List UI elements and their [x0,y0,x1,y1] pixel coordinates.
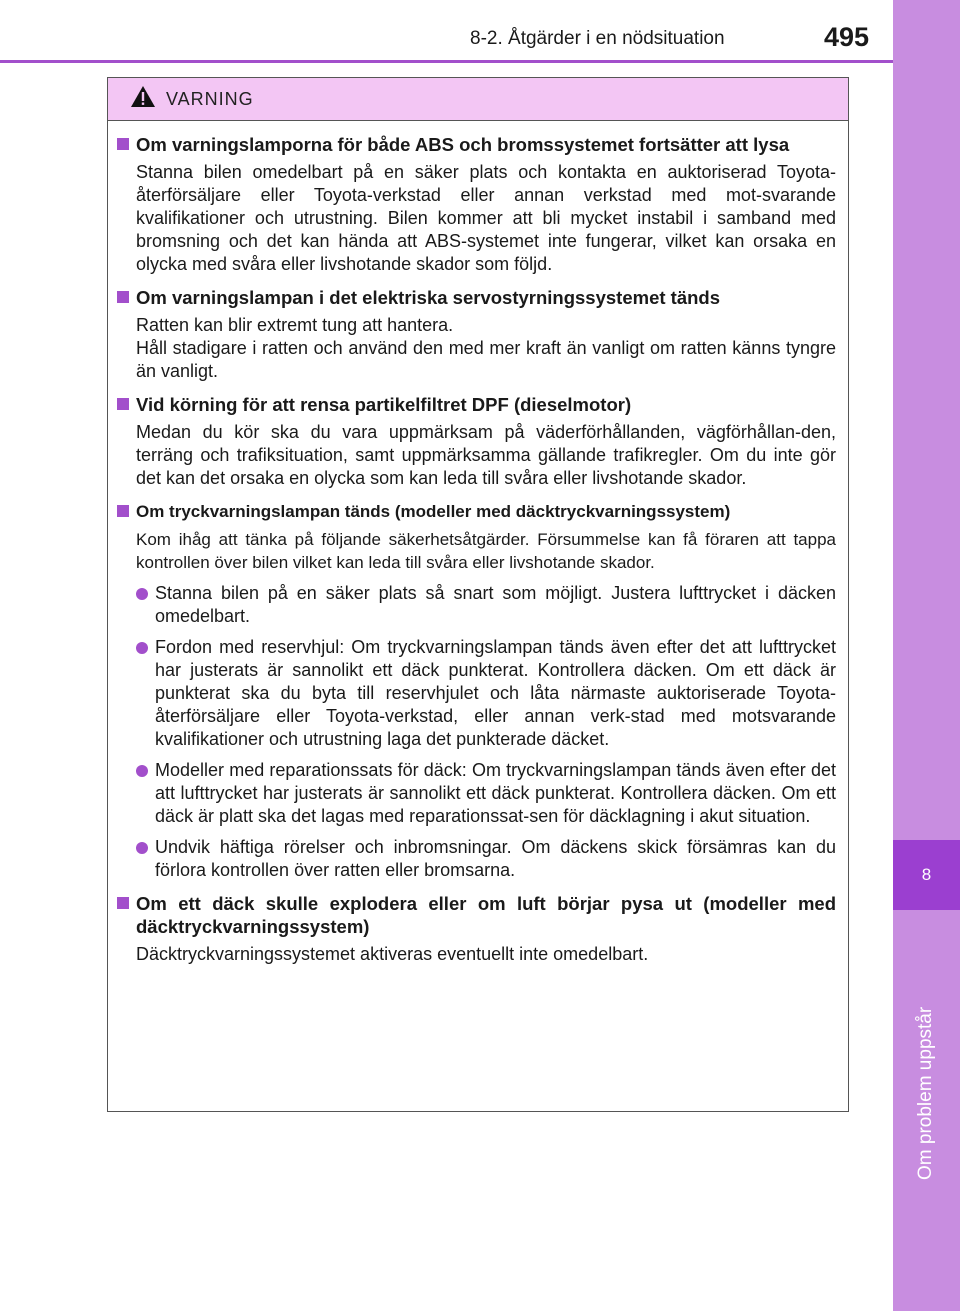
section-title: 8-2. Åtgärder i en nödsituation [470,28,725,49]
item-body-text: Håll stadigare i ratten och använd den med mer kraft än vanligt om ratten känns tyngre än vanligt. [136,338,836,381]
item-title: Om tryckvarningslampan tänds (modeller med däcktryckvarningssystem) [136,502,731,521]
round-bullet-icon [136,642,148,654]
header-divider [0,60,893,63]
sub-item-text: Modeller med reparationssats för däck: Om tryckvarningslampan tänds även efter det att lufttrycket har justerats är sannolikt ett däck punkterat. Kontrollera däcken. Om ett däck är platt ska det lagas med reparationssat-sen för däcklagning i akut situation. [155,760,836,826]
sub-item-text: Undvik häftiga rörelser och inbromsningar. Om däckens skick försämras kan du förlora kontrollen över ratten eller bromsarna. [155,837,836,880]
item-title: Om varningslamporna för både ABS och bromssystemet fortsätter att lysa [136,134,790,155]
warning-box [107,77,849,1112]
warning-header [108,78,848,121]
sub-item-text: Fordon med reservhjul: Om tryckvarningslampan tänds även efter det att lufttrycket har justerats är sannolikt ett däck punkterat. Kontrollera däcken. Om ett däck är punkterat ska du byta till reservhjulet och låta närmaste auktoriserade Toyota-återförsäljare eller Toyota-verkstad, eller annan verk-stad med motsvarande kvalifikationer och utrustning laga det punkterade däcket. [155,637,836,749]
square-bullet-icon [117,398,129,410]
warning-item [116,393,836,490]
sub-item [116,836,836,882]
page-number: 495 [824,22,870,52]
square-bullet-icon [117,897,129,909]
warning-label: VARNING [166,88,254,109]
chapter-side-tab [893,0,960,1311]
round-bullet-icon [136,842,148,854]
warning-item [116,500,836,882]
round-bullet-icon [136,588,148,600]
chapter-number: 8 [893,840,960,910]
sub-item [116,759,836,828]
warning-triangle-icon [130,85,156,113]
round-bullet-icon [136,765,148,777]
item-body-text: Stanna bilen omedelbart på en säker plats och kontakta en auktoriserad Toyota-återförsäljare eller Toyota-verkstad eller annan verkstad med mot-svarande kvalifikationer och utrustning. Bilen kommer att bli mycket instabil i samband med bromsning och det kan hända att ABS-systemet inte fungerar, vilket kan orsaka en olycka med svåra eller livshotande skador som följd. [136,162,836,274]
sub-item [116,582,836,628]
warning-content [108,121,848,966]
item-body-text: Kom ihåg att tänka på följande säkerhetsåtgärder. Försummelse kan få föraren att tappa kontrollen över bilen vilket kan leda till svåra eller livshotande skador. [136,530,836,572]
square-bullet-icon [117,291,129,303]
chapter-title: Om problem uppstår [915,1006,936,1180]
square-bullet-icon [117,138,129,150]
sub-item-text: Stanna bilen på en säker plats så snart som möjligt. Justera lufttrycket i däcken omedelbart. [155,583,836,626]
sub-item [116,636,836,751]
item-body-text: Däcktryckvarningssystemet aktiveras eventuellt inte omedelbart. [136,944,649,964]
item-body-text: Medan du kör ska du vara uppmärksam på väderförhållanden, vägförhållan-den, terräng och trafiksituation, samt uppmärksamma gällande trafikregler. Om du inte gör det kan det orsaka en olycka som kan leda till svåra eller livshotande skador. [136,422,836,488]
square-bullet-icon [117,505,129,517]
warning-item [116,133,836,276]
item-title: Om varningslampan i det elektriska servostyrningssystemet tänds [136,287,721,308]
item-title: Om ett däck skulle explodera eller om luft börjar pysa ut (modeller med däcktryckvarningssystem) [136,893,836,937]
item-body-text: Ratten kan blir extremt tung att hantera. [136,315,454,335]
warning-item [116,892,836,966]
warning-item [116,286,836,383]
item-title: Vid körning för att rensa partikelfiltret DPF (dieselmotor) [136,394,632,415]
